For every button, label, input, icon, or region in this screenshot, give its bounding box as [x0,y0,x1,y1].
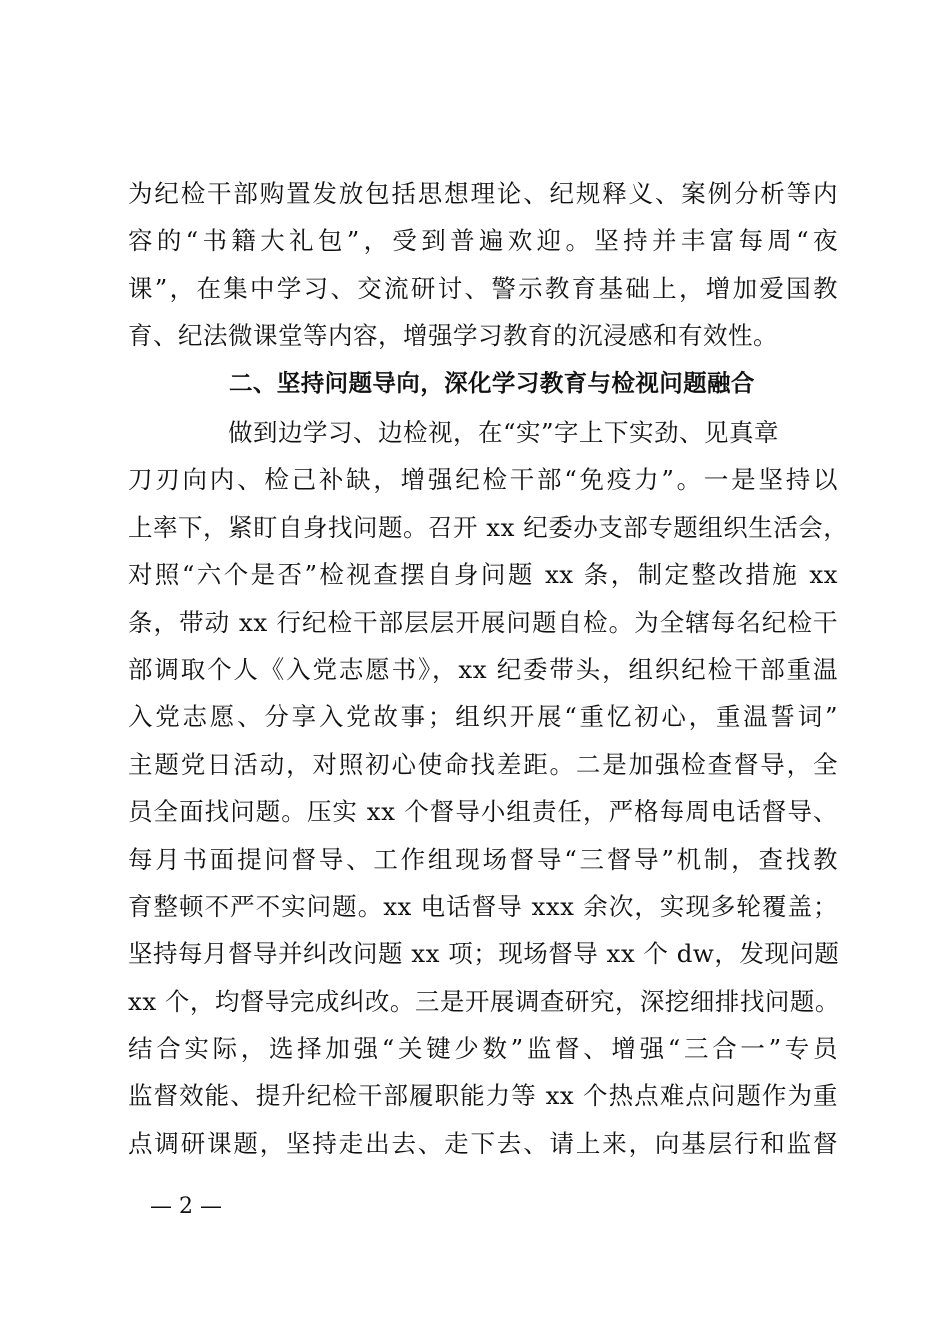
text-line: 点调研课题，坚持走出去、走下去、请上来，向基层行和监督 [128,1128,838,1158]
text-line: 条，带动 xx 行纪检干部层层开展问题自检。为全辖每名纪检干 [128,607,838,637]
paragraph-continued [128,170,838,360]
text-line: 做到边学习、边检视，在“实”字上下实劲、见真章 [228,418,780,447]
text-line: 坚持每月督导并纠改问题 xx 项；现场督导 xx 个 dw，发现问题 [128,939,840,969]
text-line: 员全面找问题。压实 xx 个督导小组责任，严格每周电话督导、 [128,797,838,827]
text-line: 刀刃向内、检己补缺，增强纪检干部“免疫力”。一是坚持以 [128,465,838,495]
text-line: 对照“六个是否”检视查摆自身问题 xx 条，制定整改措施 xx [128,560,838,590]
text-line: 课”，在集中学习、交流研讨、警示教育基础上，增加爱国教 [128,273,838,303]
text-line: 育整顿不严不实问题。xx 电话督导 xxx 余次，实现多轮覆盖； [128,891,838,921]
text-line: 上率下，紧盯自身找问题。召开 xx 纪委办支部专题组织生活会， [128,512,849,542]
text-line: 主题党日活动，对照初心使命找差距。二是加强检查督导，全 [128,749,838,779]
text-line: 育、纪法微课堂等内容，增强学习教育的沉浸感和有效性。 [128,321,778,351]
text-line: 每月书面提问督导、工作组现场督导“三督导”机制，查找教 [128,844,838,874]
text-line: 监督效能、提升纪检干部履职能力等 xx 个热点难点问题作为重 [128,1081,838,1111]
text-line: 为纪检干部购置发放包括思想理论、纪规释义、案例分析等内 [128,179,838,208]
text-line: 容的“书籍大礼包”，受到普遍欢迎。坚持并丰富每周“夜 [128,226,838,256]
text-line: 结合实际，选择加强“关键少数”监督、增强“三合一”专员 [128,1034,838,1064]
text-line: xx 个，均督导完成纠改。三是开展调查研究，深挖细排找问题。 [128,986,840,1016]
paragraph-body [128,409,849,1167]
section-heading: 二、坚持问题导向，深化学习教育与检视问题融合 [229,369,755,397]
text-line: 入党志愿、分享入党故事；组织开展“重忆初心，重温誓词” [128,702,838,732]
text-line: 部调取个人《入党志愿书》，xx 纪委带头，组织纪检干部重温 [128,654,838,684]
page-number: — 2 — [150,1194,222,1219]
